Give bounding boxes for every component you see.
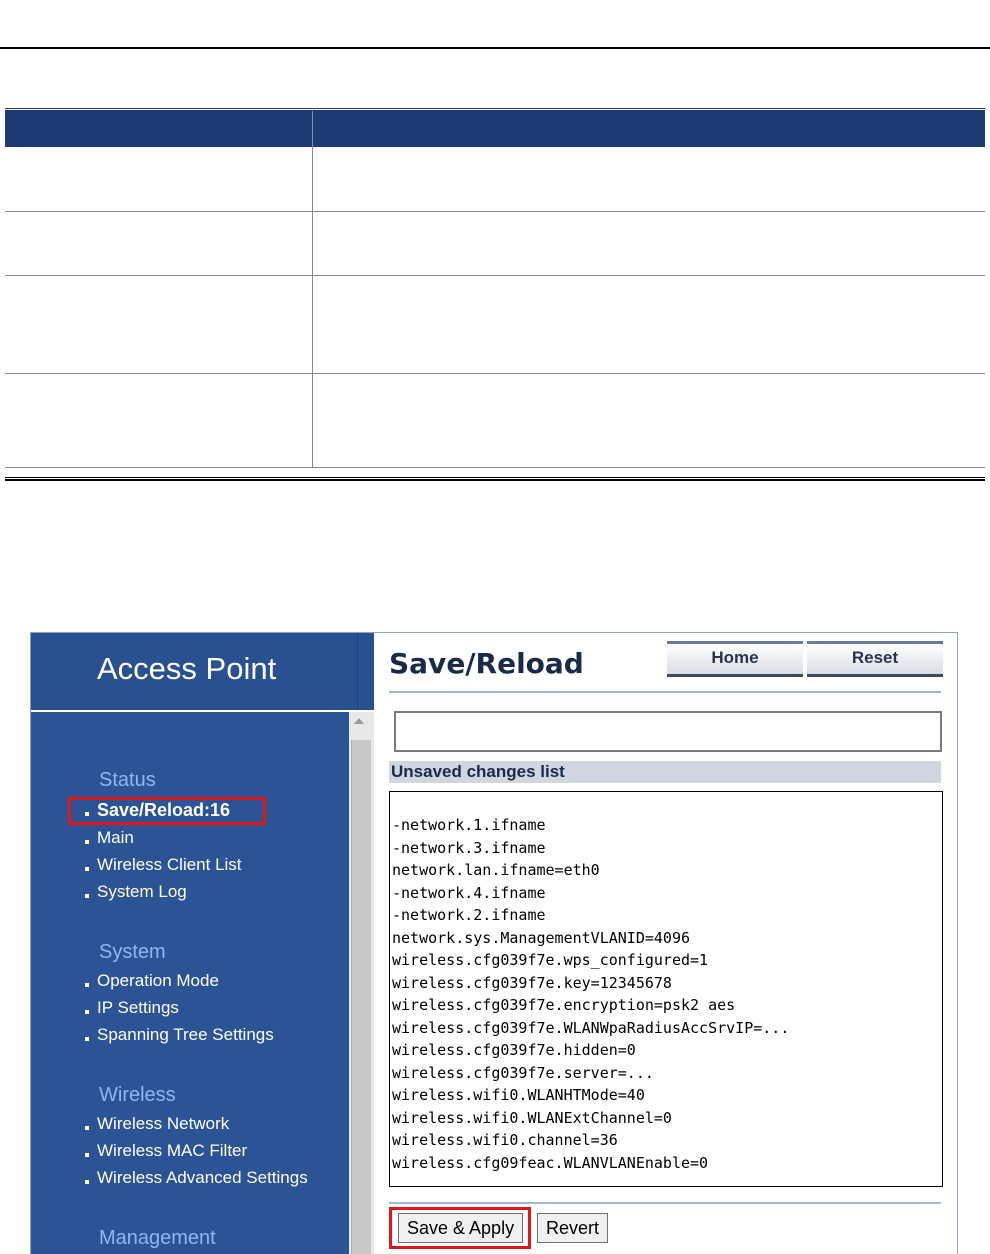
title-divider [389,691,941,693]
brand-title: Access Point [97,651,277,686]
unsaved-changes-list[interactable] [389,791,943,1187]
change-entry: network.lan.ifname=eth0 [392,861,600,879]
highlight-box [389,1207,531,1249]
table-cell [5,374,313,468]
nav-item-label: System Log [97,882,187,901]
nav-item-label: Save/Reload:16 [97,800,231,820]
change-entry: wireless.cfg039f7e.wps_configured=1 [392,951,709,969]
table-row [5,212,985,276]
table-row [5,147,985,212]
page-title: Save/Reload [389,647,584,680]
bullet-icon [85,1037,89,1041]
header-divider [357,633,358,711]
nav-section-management: Management [99,1227,216,1249]
nav-item-wireless-client-list[interactable] [85,855,242,875]
home-button[interactable]: Home [667,641,803,677]
nav-item-ip-settings[interactable] [85,998,179,1018]
main-content [375,633,957,1254]
table-row [5,374,985,468]
change-entry: -network.1.ifname [392,816,546,834]
document-table [5,108,985,468]
table-bottom-rule [5,477,985,481]
change-entry: -network.3.ifname [392,838,546,857]
nav-item-wireless-network[interactable] [85,1114,229,1134]
change-entry: wireless.cfg039f7e.encryption=psk2 aes [392,996,736,1014]
reset-button[interactable]: Reset [807,641,943,677]
nav-item-spanning-tree-settings[interactable] [85,1025,274,1045]
sidebar-scrollbar[interactable] [349,712,374,1254]
app-window [30,632,958,1254]
nav-section-status: Status [99,769,156,791]
nav-item-wireless-mac-filter[interactable] [85,1141,247,1161]
sidebar-header [31,633,374,710]
actions-divider [389,1202,941,1204]
change-entry: network.sys.ManagementVLANID=4096 [392,928,691,947]
nav-item-main[interactable] [85,828,134,848]
change-entry: wireless.cfg039f7e.key=12345678 [392,973,672,992]
revert-button[interactable]: Revert [537,1213,608,1243]
nav-item-label: Wireless MAC Filter [97,1141,248,1160]
change-entry: wireless.cfg039f7e.server=... [392,1063,654,1082]
top-rule [0,47,990,49]
scrollbar-thumb[interactable] [351,740,371,1254]
sidebar [31,633,374,1254]
bullet-icon [85,983,89,987]
nav-item-system-log[interactable] [85,882,187,902]
nav-section-system: System [99,941,166,963]
nav-item-wireless-advanced-settings[interactable] [85,1168,308,1188]
bullet-icon [85,1126,89,1130]
nav-item-label: Operation Mode [97,971,219,990]
bullet-icon [85,1180,89,1184]
change-entry: -network.4.ifname [392,883,546,902]
header-separator [31,710,374,712]
table-cell [5,212,313,276]
change-entry: wireless.wifi0.WLANExtChannel=0 [392,1108,672,1127]
bullet-icon [85,894,89,898]
change-entry: wireless.cfg039f7e.WLANWpaRadiusAccSrvIP=... [392,1018,790,1037]
nav-item-label: Main [97,828,134,847]
table-cell [313,147,986,212]
table-cell [313,212,986,276]
change-entry: wireless.wifi0.WLANHTMode=40 [392,1086,645,1104]
nav-item-operation-mode[interactable] [85,971,219,991]
save-apply-button[interactable]: Save & Apply [398,1213,523,1243]
message-field[interactable] [394,711,942,752]
bullet-icon [85,867,89,871]
nav-section-wireless: Wireless [99,1084,176,1106]
table-cell [5,276,313,374]
changes-list [390,792,942,1174]
nav-item-label: Spanning Tree Settings [97,1025,274,1044]
change-entry: -network.2.ifname [392,906,546,924]
table-header-cell [5,110,313,148]
nav-item-label: Wireless Client List [97,855,242,874]
nav-item-label: IP Settings [97,998,179,1017]
change-entry: wireless.wifi0.channel=36 [392,1131,618,1149]
bullet-icon [85,1153,89,1157]
change-entry: wireless.cfg039f7e.hidden=0 [392,1041,636,1059]
table-row [5,276,985,374]
bullet-icon [85,1010,89,1014]
nav-item-label: Wireless Advanced Settings [97,1168,308,1187]
table-header-row [5,110,985,148]
unsaved-changes-header: Unsaved changes list [389,761,941,783]
table-header-cell [313,110,986,148]
table-cell [313,276,986,374]
bullet-icon [85,840,89,844]
table-cell [313,374,986,468]
table-cell [5,147,313,212]
nav-item-label: Wireless Network [97,1114,230,1133]
change-entry: wireless.cfg09feac.WLANVLANEnable=0 [392,1153,709,1172]
scroll-up-arrow-icon[interactable] [354,718,364,724]
highlight-box [68,797,266,825]
